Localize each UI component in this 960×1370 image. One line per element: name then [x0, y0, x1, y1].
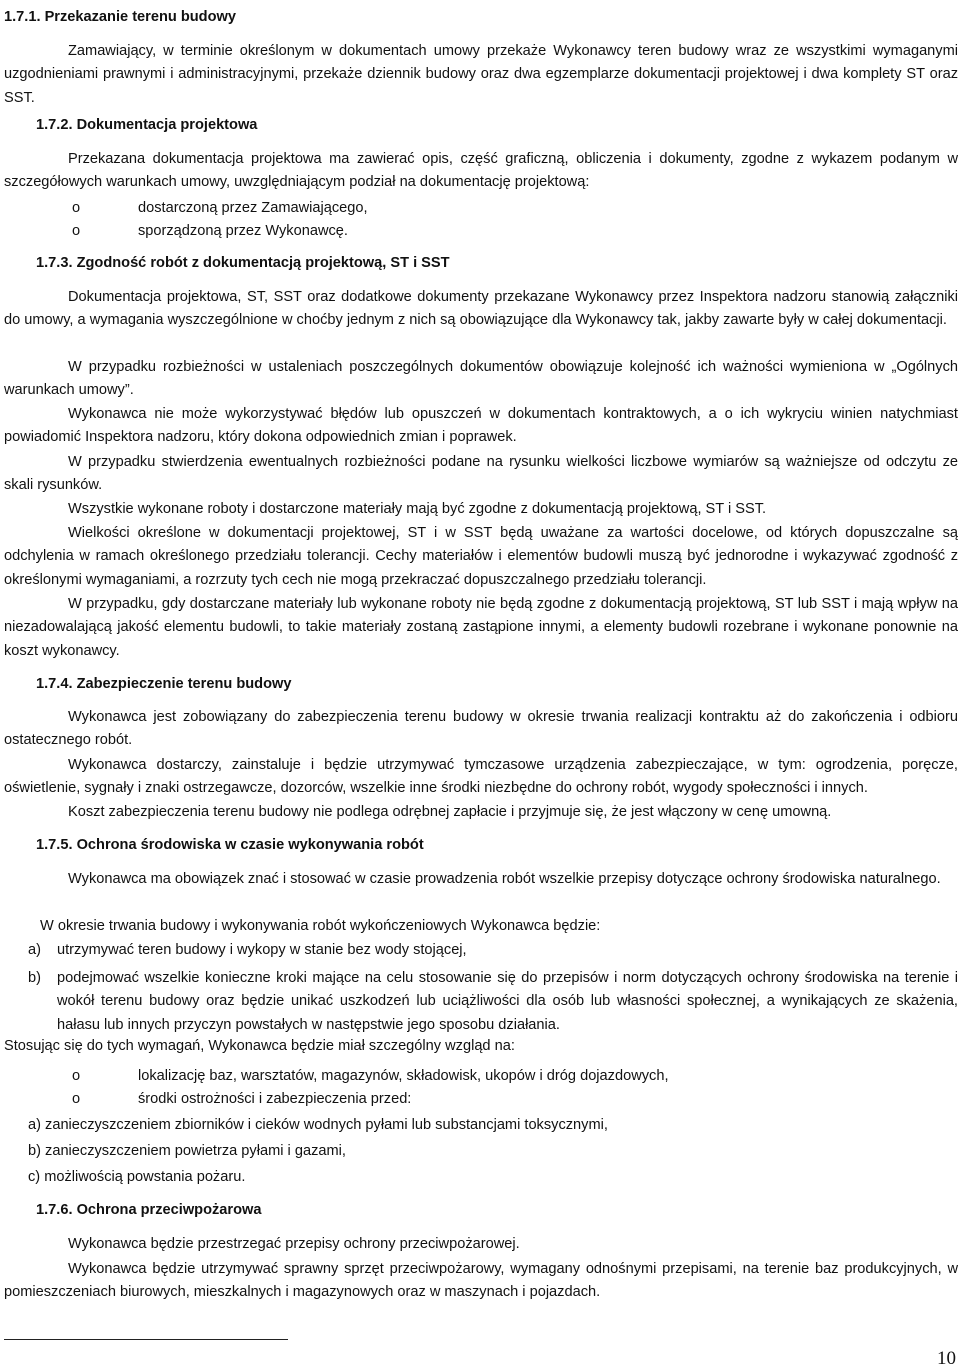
section-heading-1-7-6: 1.7.6. Ochrona przeciwpożarowa [36, 1202, 262, 1218]
paragraph: Koszt zabezpieczenia terenu budowy nie podlega odrębnej zapłacie i przyjmuje się, że jest włączony w cenę umowną. [68, 804, 832, 820]
paragraph: W przypadku rozbieżności w ustaleniach poszczególnych dokumentów obowiązuje kolejność ich ważności wymieniona w „Ogólnych warunkach umowy”. [4, 359, 958, 399]
paragraph: Dokumentacja projektowa, ST, SST oraz dodatkowe dokumenty przekazane Wykonawcy przez Inspektora nadzoru stanowią załączniki do umowy, a wymagania wyszczególnione w choćby jednym z nich są obowiązujące dla Wykonawcy tak, jakby zawarte były w całej dokumentacji. [4, 289, 958, 329]
paragraph: Wykonawca będzie utrzymywać sprawny sprzęt przeciwpożarowy, wymagany odnośnymi przepisami, na terenie baz produkcyjnych, w pomieszczeniach biurowych, mieszkalnych i magazynowych oraz w maszynach i pojazdach. [4, 1261, 958, 1301]
paragraph: Wszystkie wykonane roboty i dostarczone materiały mają być zgodne z dokumentacją projektową, ST i SST. [68, 501, 767, 517]
footer-rule [4, 1339, 288, 1340]
paragraph: Wykonawca nie może wykorzystywać błędów lub opuszczeń w dokumentach kontraktowych, a o ich wykryciu winien natychmiast powiadomić Inspektora nadzoru, który dokona odpowiednich zmian i poprawek. [4, 406, 958, 446]
list-item: a) utrzymywać teren budowy i wykopy w stanie bez wody stojącej, [28, 942, 467, 958]
list-item: o dostarczoną przez Zamawiającego, [72, 200, 368, 216]
section-heading-1-7-5: 1.7.5. Ochrona środowiska w czasie wykonywania robót [36, 837, 424, 853]
paragraph: Przekazana dokumentacja projektowa ma zawierać opis, część graficzną, obliczenia i dokumenty, zgodne z wykazem podanym w szczegółowych warunkach umowy, uwzględniającym podział na dokumentację projektową: [4, 151, 958, 191]
page-number: 10 [937, 1348, 956, 1369]
paragraph: Zamawiający, w terminie określonym w dokumentach umowy przekaże Wykonawcy teren budowy wraz ze wszystkimi wymaganymi uzgodnieniami prawnymi i administracyjnymi, przekaże dziennik budowy oraz dwa egzemplarze dokumentacji projektowej i dwa komplety ST oraz SST. [4, 43, 958, 106]
list-item: o środki ostrożności i zabezpieczenia przed: [72, 1091, 412, 1107]
list-item: a) zanieczyszczeniem zbiorników i cieków wodnych pyłami lub substancjami toksycznymi, [28, 1117, 608, 1133]
list-item: b) zanieczyszczeniem powietrza pyłami i gazami, [28, 1143, 346, 1159]
section-heading-1-7-4: 1.7.4. Zabezpieczenie terenu budowy [36, 676, 292, 692]
section-heading-1-7-2: 1.7.2. Dokumentacja projektowa [36, 117, 258, 133]
paragraph: Stosując się do tych wymagań, Wykonawca będzie miał szczególny wzgląd na: [4, 1038, 515, 1054]
paragraph: Wykonawca będzie przestrzegać przepisy ochrony przeciwpożarowej. [68, 1236, 520, 1252]
paragraph: W przypadku stwierdzenia ewentualnych rozbieżności podane na rysunku wielkości liczbowe wymiarów są ważniejsze od odczytu ze skali rysunków. [4, 454, 958, 494]
list-item: c) możliwością powstania pożaru. [28, 1169, 246, 1185]
section-heading-1-7-1: 1.7.1. Przekazanie terenu budowy [4, 9, 236, 25]
paragraph: Wykonawca jest zobowiązany do zabezpieczenia terenu budowy w okresie trwania realizacji kontraktu aż do zakończenia i odbioru ostatecznego robót. [4, 709, 958, 749]
paragraph: W przypadku, gdy dostarczane materiały lub wykonane roboty nie będą zgodne z dokumentacją projektową, ST lub SST i mają wpływ na niezadowalającą jakość elementu budowli, to takie materiały zostaną zastąpione innymi, a elementy budowli rozebrane i wykonane ponownie na koszt wykonawcy. [4, 596, 958, 659]
paragraph: Wielkości określone w dokumentacji projektowej, ST i w SST będą uważane za wartości docelowe, od których dopuszczalne są odchylenia w ramach określonego przedziału tolerancji. Cechy materiałów i elementów budowli muszą być jednorodne i wykazywać zgodność z określonymi wymaganiami, a rozrzuty tych cech nie mogą przekraczać dopuszczalnego przedziału tolerancji. [4, 525, 958, 588]
list-item: o lokalizację baz, warsztatów, magazynów, składowisk, ukopów i dróg dojazdowych, [72, 1068, 669, 1084]
paragraph: W okresie trwania budowy i wykonywania robót wykończeniowych Wykonawca będzie: [40, 918, 601, 934]
section-heading-1-7-3: 1.7.3. Zgodność robót z dokumentacją projektową, ST i SST [36, 255, 450, 271]
paragraph: Wykonawca ma obowiązek znać i stosować w czasie prowadzenia robót wszelkie przepisy dotyczące ochrony środowiska naturalnego. [68, 871, 941, 887]
paragraph: Wykonawca dostarczy, zainstaluje i będzie utrzymywać tymczasowe urządzenia zabezpieczające, w tym: ogrodzenia, poręcze, oświetlenie, sygnały i znaki ostrzegawcze, dozorców, wszelkie inne środki niezbędne do ochrony robót, wygody społeczności i innych. [4, 757, 958, 797]
list-item: o sporządzoną przez Wykonawcę. [72, 223, 348, 239]
list-item: b) podejmować wszelkie konieczne kroki mające na celu stosowanie się do przepisów i norm dotyczących ochrony środowiska na terenie i wokół terenu budowy oraz będzie unikać uszkodzeń lub uciążliwości dla osób lub własności społecznej, a wynikających ze skażenia, hałasu lub innych przyczyn powstałych w następstwie jego sposobu działania. [28, 970, 958, 1033]
